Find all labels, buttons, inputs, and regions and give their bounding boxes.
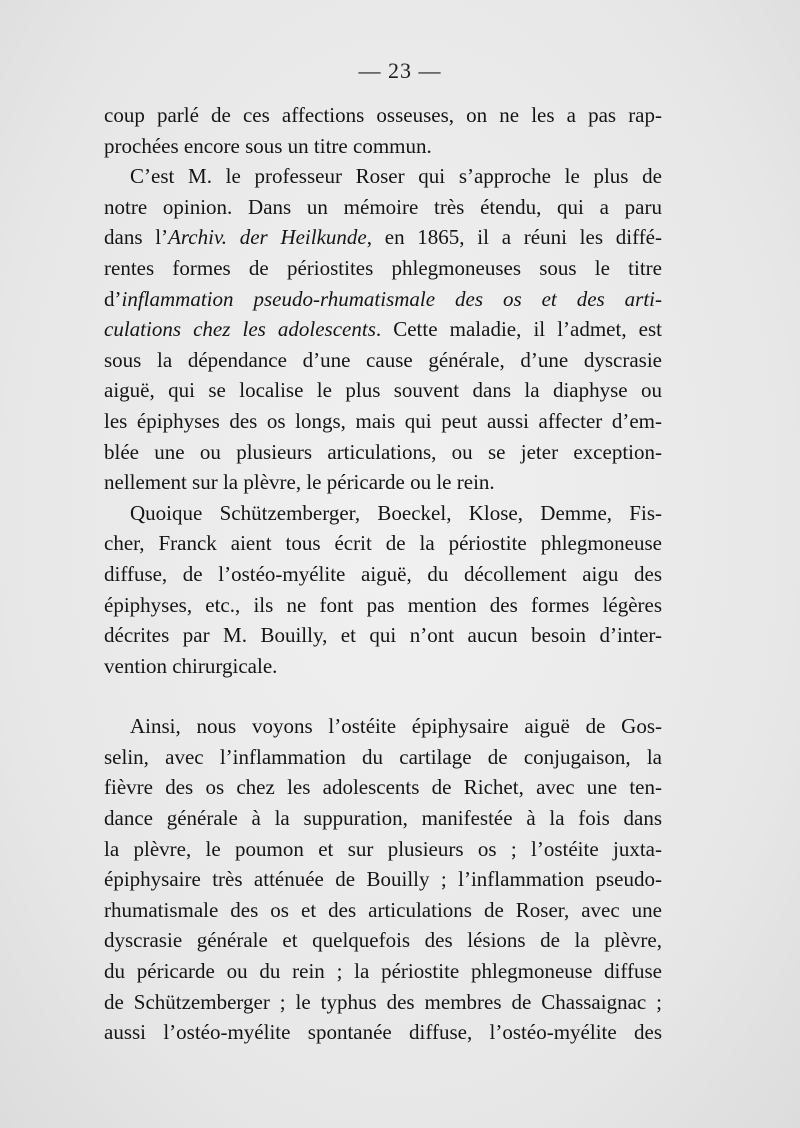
text-span: dans l’ <box>104 225 169 250</box>
text-line: C’est M. le professeur Roser qui s’approche le plus de <box>130 164 662 189</box>
text-line: aiguë, qui se localise le plus souvent dans la diaphyse ou <box>104 378 662 403</box>
text-line: de Schützemberger ; le typhus des membres de Chassaignac ; <box>104 989 662 1014</box>
text-line: aussi l’ostéo-myélite spontanée diffuse, l’ostéo-myélite des <box>104 1020 662 1045</box>
page-number: — 23 — <box>358 58 442 83</box>
journal-title: Archiv. der Heilkunde <box>168 225 367 250</box>
text-line: rhumatismale des os et des articulations de Roser, avec une <box>104 897 662 922</box>
text-line: vention chirurgicale. <box>104 653 278 678</box>
text-line: coup parlé de ces affections osseuses, on ne les a pas rap- <box>104 103 662 127</box>
italic-title: culations chez les adolescents <box>104 317 376 342</box>
text-line: dance générale à la suppuration, manifestée à la fois dans <box>104 806 662 831</box>
text-line: décrites par M. Bouilly, et qui n’ont aucun besoin d’inter- <box>104 623 662 648</box>
text-line: épiphyses, etc., ils ne font pas mention des formes légères <box>104 592 662 617</box>
italic-title: inflammation pseudo-rhumatismale des os et des arti- <box>121 286 662 311</box>
body-text <box>104 100 662 1048</box>
text-line: sous la dépendance d’une cause générale, d’une dyscrasie <box>104 347 662 372</box>
text-line: selin, avec l’inflammation du cartilage de conjugaison, la <box>104 744 662 769</box>
text-line: Ainsi, nous voyons l’ostéite épiphysaire aiguë de Gos- <box>130 714 662 739</box>
text-line: du péricarde ou du rein ; la périostite phlegmoneuse diffuse <box>104 959 662 984</box>
text-line: épiphysaire très atténuée de Bouilly ; l’inflammation pseudo- <box>104 867 662 892</box>
text-line: blée une ou plusieurs articulations, ou se jeter exception- <box>104 439 662 464</box>
text-span: , en 1865, il a réuni les diffé- <box>366 225 662 250</box>
text-line: cher, Franck aient tous écrit de la périostite phlegmoneuse <box>104 531 662 556</box>
text-span: . Cette maladie, il l’admet, est <box>375 317 662 342</box>
text-line: prochées encore sous un titre commun. <box>104 133 432 158</box>
text-line <box>104 222 662 253</box>
text-line: dyscrasie générale et quelquefois des lésions de la plèvre, <box>104 928 662 953</box>
text-line: les épiphyses des os longs, mais qui peut aussi affecter d’em- <box>104 408 662 433</box>
text-line: notre opinion. Dans un mémoire très étendu, qui a paru <box>104 194 662 219</box>
text-span: d’ <box>104 286 122 311</box>
text-line: rentes formes de périostites phlegmoneuses sous le titre <box>104 255 662 280</box>
text-line <box>104 314 662 345</box>
text-line: fièvre des os chez les adolescents de Richet, avec une ten- <box>104 775 662 800</box>
text-line: nellement sur la plèvre, le péricarde ou le rein. <box>104 470 495 495</box>
text-line: la plèvre, le poumon et sur plusieurs os ; l’ostéite juxta- <box>104 836 662 861</box>
text-line: Quoique Schützemberger, Boeckel, Klose, Demme, Fis- <box>130 500 662 525</box>
text-line: diffuse, de l’ostéo-myélite aiguë, du décollement aigu des <box>104 561 662 586</box>
text-line <box>104 284 662 315</box>
